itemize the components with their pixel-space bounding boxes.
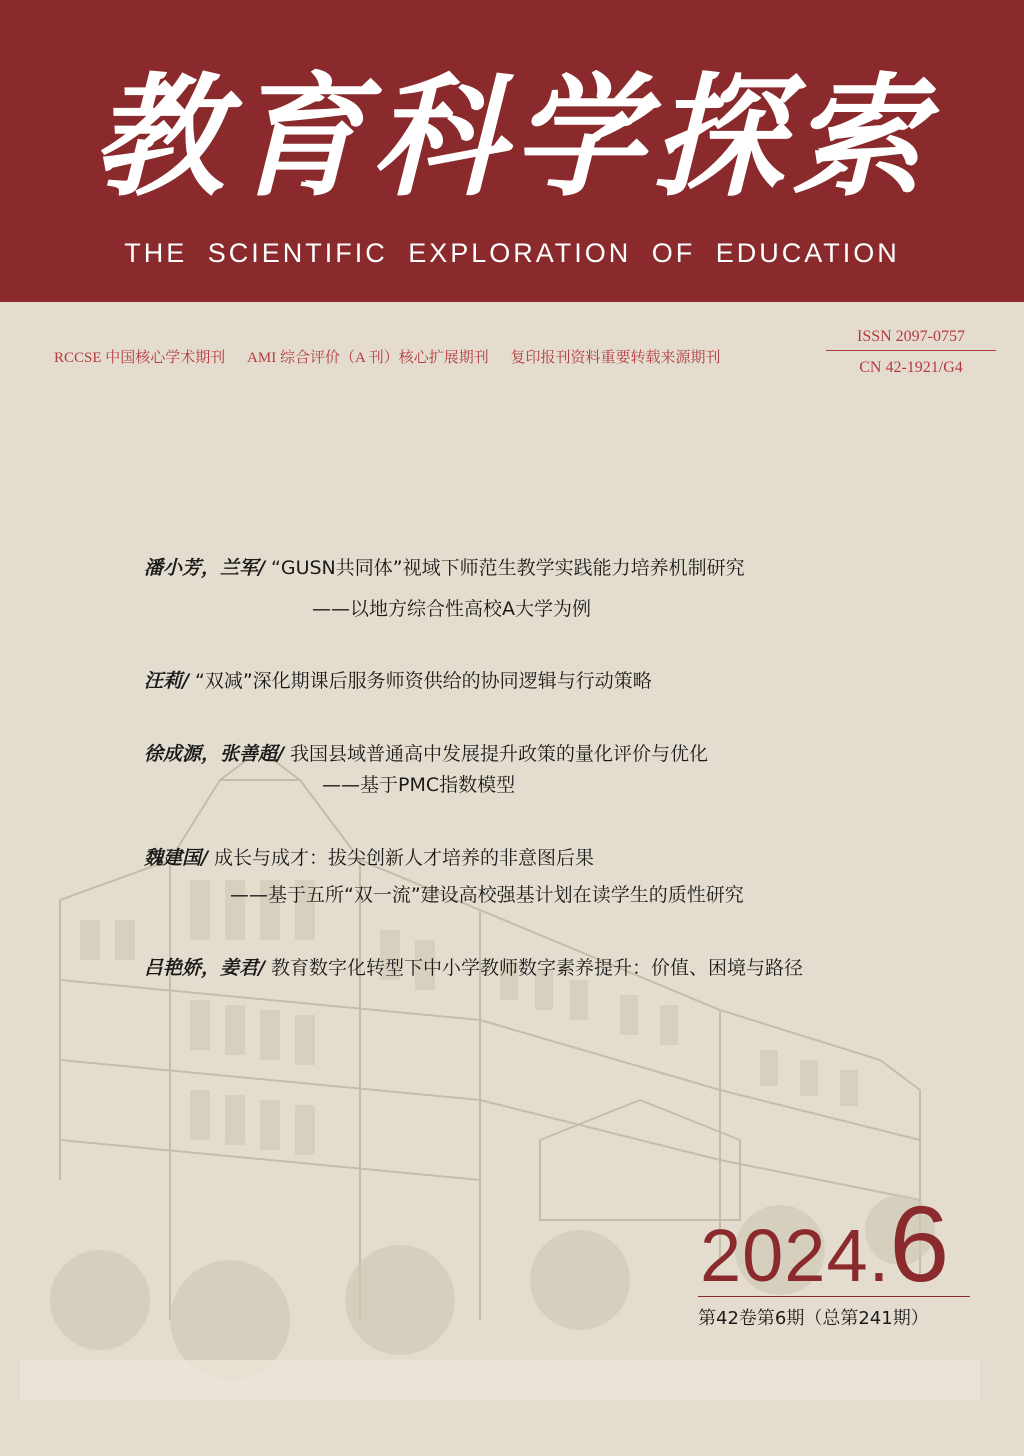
issue-dot: . <box>868 1214 890 1297</box>
article-authors: 徐成源，张善超/ <box>144 743 284 765</box>
article-title: 我国县域普通高中发展提升政策的量化评价与优化 <box>290 743 709 765</box>
cn-number: CN 42-1921/G4 <box>859 359 963 376</box>
indexing-item: 复印报刊资料重要转载来源期刊 <box>510 350 721 366</box>
article-title: 教育数字化转型下中小学教师数字素养提升：价值、困境与路径 <box>271 957 804 979</box>
journal-title-cn: 教育科学探索 <box>92 60 932 215</box>
article-authors: 潘小芳，兰军/ <box>144 557 265 579</box>
issn-number: ISSN 2097-0757 <box>826 328 996 351</box>
issue-year-number <box>700 1183 950 1304</box>
article-entry <box>144 843 594 870</box>
article-authors: 魏建国/ <box>144 847 208 869</box>
masthead-banner <box>0 0 1024 302</box>
indexing-item: RCCSE 中国核心学术期刊 <box>54 350 226 366</box>
journal-title-en: THE SCIENTIFIC EXPLORATION OF EDUCATION <box>124 238 900 268</box>
volume-info: 第42卷第6期（总第241期） <box>698 1308 929 1329</box>
issue-number: 6 <box>889 1183 950 1304</box>
article-authors: 吕艳娇，姜君/ <box>144 957 265 979</box>
article-entry <box>144 739 708 766</box>
indexing-item: AMI 综合评价（A 刊）核心扩展期刊 <box>247 350 489 366</box>
article-subtitle: ——基于五所“双一流”建设高校强基计划在读学生的质性研究 <box>230 884 744 906</box>
article-entry <box>144 553 745 580</box>
indexing-line <box>54 346 738 367</box>
issn-block <box>826 328 996 377</box>
article-entry <box>144 666 652 693</box>
article-title: 成长与成才：拔尖创新人才培养的非意图后果 <box>214 847 595 869</box>
article-entry <box>144 953 803 980</box>
issue-divider <box>698 1296 970 1297</box>
article-title: “双减”深化期课后服务师资供给的协同逻辑与行动策略 <box>195 670 652 692</box>
article-subtitle: ——以地方综合性高校A大学为例 <box>312 598 591 620</box>
article-subtitle: ——基于PMC指数模型 <box>322 774 516 796</box>
article-authors: 汪莉/ <box>144 670 189 692</box>
issue-year: 2024 <box>700 1214 869 1297</box>
article-title: “GUSN共同体”视域下师范生教学实践能力培养机制研究 <box>271 557 745 579</box>
